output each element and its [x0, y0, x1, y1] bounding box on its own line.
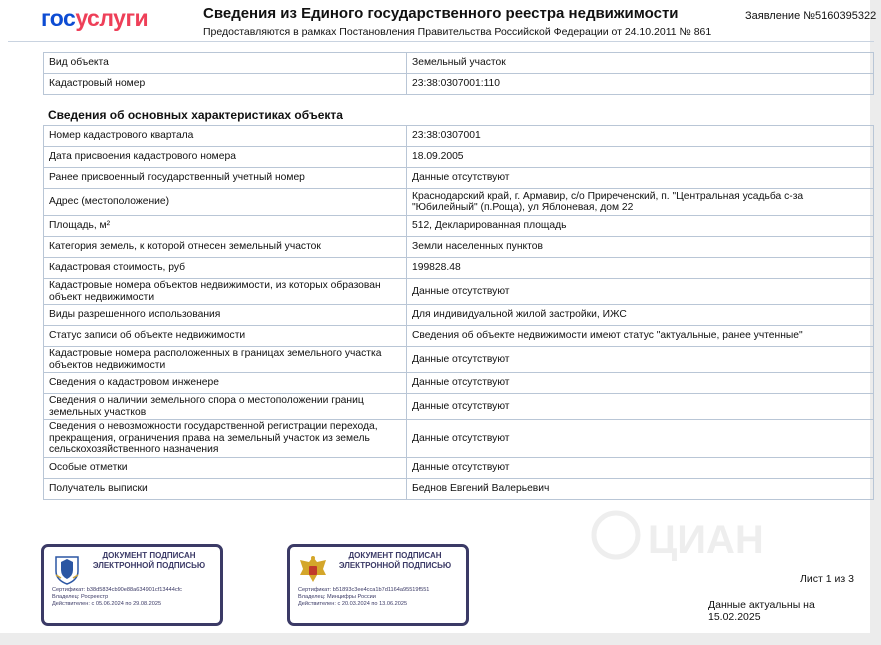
row-value: 199828.48 — [407, 258, 874, 279]
table-row — [44, 189, 874, 216]
data-actual-date: Данные актуальны на 15.02.2025 — [708, 599, 815, 623]
row-label: Кадастровая стоимость, руб — [44, 258, 407, 279]
row-value: Данные отсутствуют — [407, 279, 874, 305]
table-row — [44, 347, 874, 373]
section-title: Сведения об основных характеристиках объекта — [48, 108, 343, 122]
signature-details — [52, 587, 182, 609]
table-row — [44, 326, 874, 347]
page-counter: Лист 1 из 3 — [800, 573, 854, 585]
table-row — [44, 394, 874, 420]
row-label: Вид объекта — [44, 53, 407, 74]
page-subtitle: Предоставляются в рамках Постановления Правительства Российской Федерации от 24.10.2011 № 861 — [203, 26, 712, 38]
table-row — [44, 279, 874, 305]
row-value: Сведения об объекте недвижимости имеют статус "актуальные, ранее учтенные" — [407, 326, 874, 347]
row-label: Кадастровые номера расположенных в границах земельного участка объектов недвижимости — [44, 347, 407, 373]
watermark-text: ЦИАН — [648, 518, 764, 562]
table-row — [44, 168, 874, 189]
row-label: Особые отметки — [44, 458, 407, 479]
row-label: Ранее присвоенный государственный учетный номер — [44, 168, 407, 189]
table-row — [44, 74, 874, 95]
signature-owner: Владелец: Минцифры России — [298, 594, 376, 601]
page-title: Сведения из Единого государственного реестра недвижимости — [203, 5, 679, 22]
table-row — [44, 147, 874, 168]
row-label: Статус записи об объекте недвижимости — [44, 326, 407, 347]
row-label: Дата присвоения кадастрового номера — [44, 147, 407, 168]
row-label: Сведения о кадастровом инженере — [44, 373, 407, 394]
row-value: Земли населенных пунктов — [407, 237, 874, 258]
characteristics-table — [43, 125, 874, 500]
row-label: Категория земель, к которой отнесен земельный участок — [44, 237, 407, 258]
row-label: Номер кадастрового квартала — [44, 126, 407, 147]
application-number: Заявление №5160395322 — [745, 10, 877, 22]
row-label: Виды разрешенного использования — [44, 305, 407, 326]
header-divider — [8, 41, 874, 42]
watermark-logo — [588, 497, 788, 577]
signature-certificate: Сертификат: b51893c3ee4cca1b7d1164a95519f551 — [298, 587, 430, 593]
signature-details — [298, 587, 429, 609]
table-row — [44, 258, 874, 279]
row-label: Площадь, м² — [44, 216, 407, 237]
watermark-circle — [594, 513, 638, 557]
table-row — [44, 420, 874, 458]
header — [0, 0, 881, 42]
row-value: Беднов Евгений Валерьевич — [407, 479, 874, 500]
signature-title: ДОКУМЕНТ ПОДПИСАН ЭЛЕКТРОННОЙ ПОДПИСЬЮ — [92, 551, 206, 570]
table-row — [44, 53, 874, 74]
table-row — [44, 305, 874, 326]
table-row — [44, 216, 874, 237]
row-value: Данные отсутствуют — [407, 420, 874, 458]
signature-stamp-rosreestr — [41, 544, 223, 626]
row-value: Для индивидуальной жилой застройки, ИЖС — [407, 305, 874, 326]
row-value: Данные отсутствуют — [407, 394, 874, 420]
table-row — [44, 126, 874, 147]
row-value: Краснодарский край, г. Армавир, с/о Приреченский, п. "Центральная усадьба с-за "Юбилейный" (п.Роща), ул Яблоневая, дом 22 — [407, 189, 874, 216]
row-value: Данные отсутствуют — [407, 168, 874, 189]
signature-valid: Действителен: с 20.03.2024 по 13.06.2025 — [298, 601, 408, 608]
signature-valid: Действителен: с 05.06.2024 по 29.08.2025 — [52, 601, 162, 608]
logo-part-gos: гос — [41, 5, 76, 31]
row-value: 23:38:0307001:110 — [407, 74, 874, 95]
table-row — [44, 458, 874, 479]
rosreestr-emblem-icon — [52, 553, 82, 585]
row-label: Кадастровые номера объектов недвижимости, из которых образован объект недвижимости — [44, 279, 407, 305]
row-value: Данные отсутствуют — [407, 347, 874, 373]
signature-certificate: Сертификат: b38d5834cb90e88a634901cf13444cfc — [52, 587, 182, 593]
gosuslugi-logo[interactable] — [41, 5, 148, 32]
signature-title: ДОКУМЕНТ ПОДПИСАН ЭЛЕКТРОННОЙ ПОДПИСЬЮ — [338, 551, 452, 570]
object-table — [43, 52, 874, 95]
signature-owner: Владелец: Росреестр — [52, 594, 109, 601]
signature-stamp-mintsifry — [287, 544, 469, 626]
row-label: Получатель выписки — [44, 479, 407, 500]
logo-part-uslugi: услуги — [75, 5, 149, 31]
row-label: Сведения о наличии земельного спора о местоположении границ земельных участков — [44, 394, 407, 420]
table-row — [44, 373, 874, 394]
table-row — [44, 237, 874, 258]
row-label: Адрес (местоположение) — [44, 189, 407, 216]
row-value: Земельный участок — [407, 53, 874, 74]
row-value: 512, Декларированная площадь — [407, 216, 874, 237]
row-label: Сведения о невозможности государственной регистрации перехода, прекращения, ограничения права на земельный участок из земель сельскохозяйственного назначения — [44, 420, 407, 458]
row-value: 23:38:0307001 — [407, 126, 874, 147]
row-label: Кадастровый номер — [44, 74, 407, 95]
row-value: 18.09.2005 — [407, 147, 874, 168]
row-value: Данные отсутствуют — [407, 458, 874, 479]
row-value: Данные отсутствуют — [407, 373, 874, 394]
russia-coat-of-arms-icon — [298, 553, 328, 585]
